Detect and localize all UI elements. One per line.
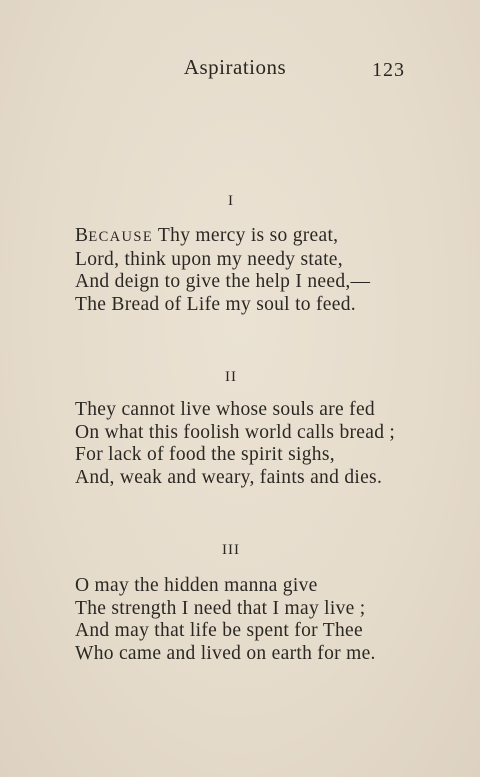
stanza-numeral-2: II — [225, 369, 237, 385]
stanza-2-line-2: On what this foolish world calls bread ; — [75, 421, 396, 443]
stanza-2-line-1: They cannot live whose souls are fed — [75, 399, 375, 420]
stanza-numeral-3: III — [222, 542, 240, 558]
stanza-3-line-2: The strength I need that I may live ; — [75, 597, 366, 619]
stanza-numeral-1: I — [228, 193, 234, 209]
page-number: 123 — [372, 59, 405, 81]
stanza-3 — [75, 575, 475, 665]
stanza-2-line-4: And, weak and weary, faints and dies. — [75, 466, 383, 488]
stanza-1-line-1 — [75, 225, 475, 249]
stanza-2 — [75, 399, 475, 489]
first-line-text: Thy mercy is so great, — [153, 225, 339, 246]
drop-initial: B — [75, 225, 89, 246]
stanza-2-line-3: For lack of food the spirit sighs, — [75, 444, 335, 465]
stanza-3-line-3: And may that life be spent for Thee — [75, 620, 363, 641]
running-title: Aspirations — [183, 55, 287, 79]
stanza-1-line-2: Lord, think upon my needy state, — [75, 248, 343, 270]
stanza-3-line-1: O may the hidden manna give — [75, 575, 318, 596]
small-caps-word: ECAUSE — [88, 229, 154, 245]
stanza-1 — [75, 225, 475, 316]
stanza-3-line-4: Who came and lived on earth for me. — [75, 642, 376, 664]
stanza-1-line-3: And deign to give the help I need,— — [75, 271, 371, 292]
stanza-1-line-4: The Bread of Life my soul to feed. — [75, 293, 356, 315]
